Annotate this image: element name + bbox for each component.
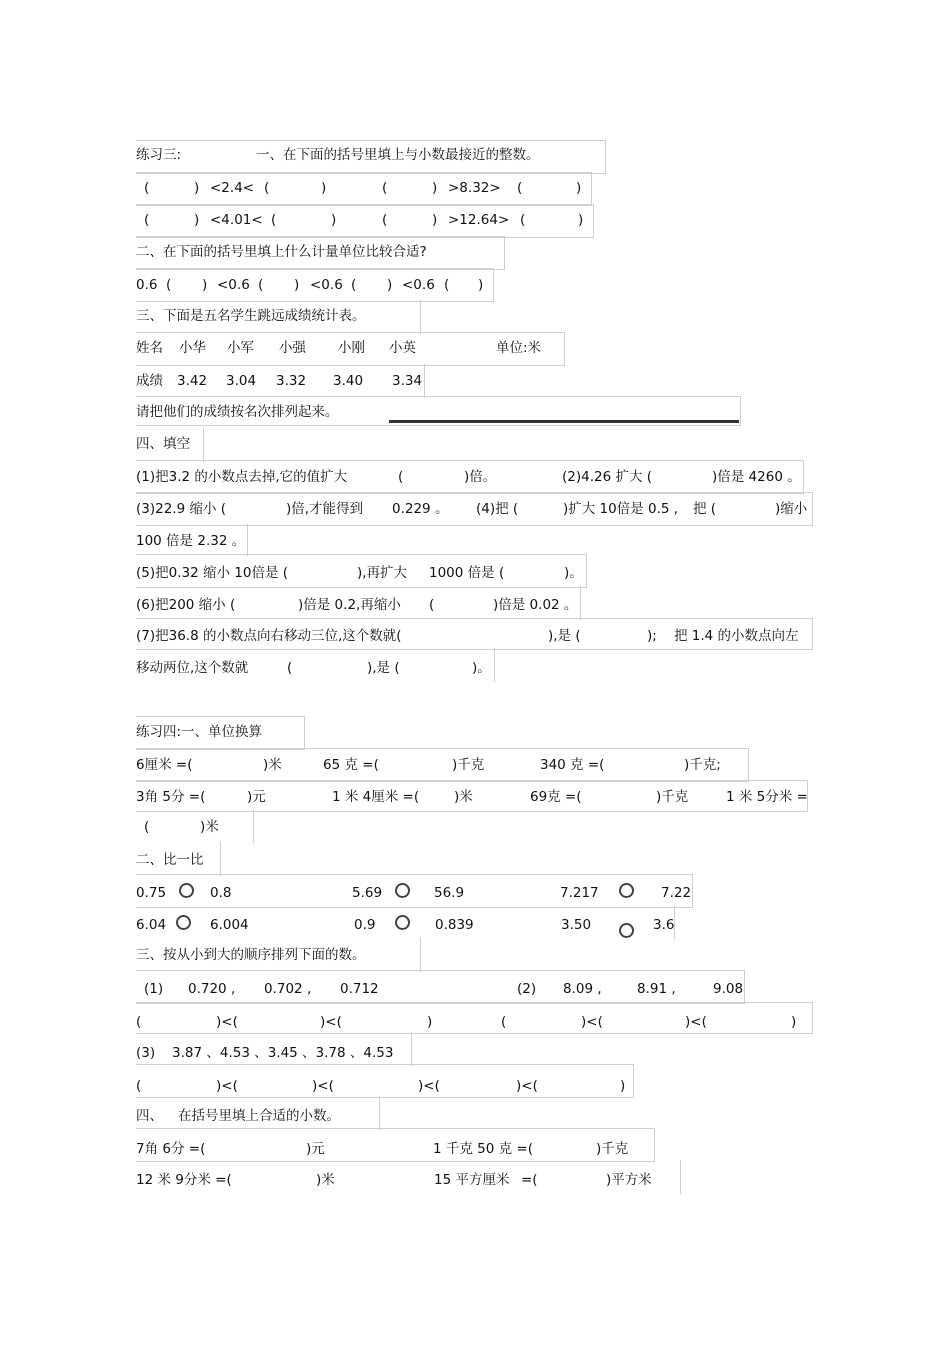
paren: )<( bbox=[312, 1078, 334, 1094]
cmp-title-text: 二、比一比 bbox=[136, 852, 204, 868]
frame bbox=[220, 842, 221, 876]
dec-text: )千克 bbox=[596, 1141, 629, 1157]
dec-title-num: 四、 bbox=[136, 1108, 163, 1124]
dec-row-2 bbox=[136, 1166, 676, 1194]
paren: ( bbox=[382, 212, 388, 228]
dec-row-1 bbox=[136, 1135, 651, 1163]
dec-text: =( bbox=[521, 1172, 538, 1188]
paren: )<( bbox=[685, 1014, 707, 1030]
value: <0.6 bbox=[310, 277, 343, 293]
cmp-title bbox=[136, 846, 216, 874]
ord-title bbox=[136, 941, 416, 969]
paren: ) bbox=[576, 180, 582, 196]
fill-text: 0.229 。 bbox=[392, 501, 449, 517]
ord-row-1 bbox=[136, 975, 742, 1003]
conv-text: )千克; bbox=[684, 757, 721, 773]
paren: ( bbox=[287, 660, 293, 676]
cmp-value: 56.9 bbox=[434, 885, 465, 901]
compare-circle[interactable] bbox=[619, 923, 634, 938]
fill-text: )倍是 4260 。 bbox=[712, 469, 801, 485]
paren: ( bbox=[429, 597, 435, 613]
cmp-row-2 bbox=[136, 911, 676, 939]
fill-text: )倍。 bbox=[464, 469, 497, 485]
ex3-q4-title bbox=[136, 430, 201, 458]
ineq: >8.32> bbox=[448, 180, 501, 196]
dec-text: 1 千克 50 克 =( bbox=[433, 1141, 534, 1157]
conv-text: )千克 bbox=[452, 757, 485, 773]
conv-text: 65 克 =( bbox=[323, 757, 379, 773]
fill-text: (7)把36.8 的小数点向右移动三位,这个数就( bbox=[136, 628, 402, 644]
paren: )<( bbox=[216, 1014, 238, 1030]
fill-text: 把 1.4 的小数点向左 bbox=[674, 628, 799, 644]
cmp-value: 7.217 bbox=[560, 885, 599, 901]
ex4-title: 练习四:一、单位换算 bbox=[136, 724, 263, 740]
table-header-cell: 小刚 bbox=[338, 340, 365, 356]
ex3-q1-title: 一、在下面的括号里填上与小数最接近的整数。 bbox=[256, 147, 540, 163]
frame bbox=[411, 1032, 412, 1066]
table-cell: 3.42 bbox=[177, 373, 208, 389]
value: 0.6 bbox=[136, 277, 158, 293]
paren: ) bbox=[194, 212, 200, 228]
fill-text: (4)把 ( bbox=[476, 501, 519, 517]
fill-text: ),再扩大 bbox=[357, 565, 408, 581]
ex3-q3-title bbox=[136, 302, 416, 330]
fill-text: )倍是 0.02 。 bbox=[493, 597, 578, 613]
cmp-value: 0.839 bbox=[435, 917, 474, 933]
paren: ( bbox=[271, 212, 277, 228]
paren: ) bbox=[432, 212, 438, 228]
paren: ) bbox=[194, 180, 200, 196]
paren: ) bbox=[478, 277, 484, 293]
cmp-value: 5.69 bbox=[352, 885, 383, 901]
ord-title-text: 三、按从小到大的顺序排列下面的数。 bbox=[136, 947, 366, 963]
table-header-cell: 小军 bbox=[227, 340, 254, 356]
fill-item-3-4 bbox=[136, 495, 812, 523]
table-cell: 3.40 bbox=[333, 373, 364, 389]
paren: )<( bbox=[320, 1014, 342, 1030]
frame bbox=[253, 810, 254, 844]
dec-text: )平方米 bbox=[606, 1172, 652, 1188]
table-header-cell: 小英 bbox=[389, 340, 416, 356]
q4-title-text: 四、填空 bbox=[136, 436, 190, 452]
dec-text: 12 米 9分米 =( bbox=[136, 1172, 232, 1188]
cmp-value: 6.004 bbox=[210, 917, 249, 933]
compare-circle[interactable] bbox=[176, 915, 191, 930]
table-cell: 3.34 bbox=[392, 373, 423, 389]
paren: ( bbox=[258, 277, 264, 293]
frame bbox=[420, 938, 421, 972]
fill-text: ); bbox=[647, 628, 657, 644]
ord-text: 8.91 , bbox=[637, 981, 676, 997]
conv-text: 6厘米 =( bbox=[136, 757, 193, 773]
cmp-value: 0.75 bbox=[136, 885, 167, 901]
paren: ( bbox=[136, 1078, 142, 1094]
conv-text: )千克 bbox=[656, 789, 689, 805]
paren: ) bbox=[387, 277, 393, 293]
paren: ( bbox=[351, 277, 357, 293]
paren: ( bbox=[264, 180, 270, 196]
paren: ( bbox=[136, 1014, 142, 1030]
cmp-row-1 bbox=[136, 879, 691, 907]
ex3-header bbox=[136, 141, 606, 169]
paren: ) bbox=[432, 180, 438, 196]
ex3-q1-row2 bbox=[136, 206, 596, 234]
paren: ) bbox=[791, 1014, 797, 1030]
ord-text: (2) bbox=[517, 981, 537, 997]
frame bbox=[420, 300, 421, 334]
dec-title bbox=[136, 1102, 376, 1130]
paren: ) bbox=[578, 212, 584, 228]
dec-text: )元 bbox=[306, 1141, 325, 1157]
ord-row-3 bbox=[136, 1039, 406, 1067]
table-header-cell: 小华 bbox=[179, 340, 206, 356]
ord-text: 0.720 , bbox=[188, 981, 236, 997]
frame bbox=[494, 648, 495, 682]
compare-circle[interactable] bbox=[395, 915, 410, 930]
fill-text: )扩大 10倍是 0.5 , bbox=[563, 501, 679, 517]
fill-text: 100 倍是 2.32 。 bbox=[136, 533, 246, 549]
q3-title-text: 三、下面是五名学生跳远成绩统计表。 bbox=[136, 308, 366, 324]
paren: ) bbox=[202, 277, 208, 293]
fill-text: ),是 ( bbox=[548, 628, 581, 644]
paren: ( bbox=[144, 180, 150, 196]
fill-text: )倍,才能得到 bbox=[286, 501, 364, 517]
ex3-q1-row1 bbox=[136, 174, 596, 202]
paren: ( bbox=[144, 819, 150, 835]
dec-text: 7角 6分 =( bbox=[136, 1141, 206, 1157]
fill-text: (3)22.9 缩小 ( bbox=[136, 501, 227, 517]
paren: ( bbox=[166, 277, 172, 293]
ord-text: (3) bbox=[136, 1045, 156, 1061]
fill-item-7-cont bbox=[136, 654, 492, 682]
paren: ) bbox=[427, 1014, 433, 1030]
frame bbox=[680, 1160, 681, 1194]
cmp-value: 3.6 bbox=[653, 917, 675, 933]
fill-text: )。 bbox=[472, 660, 491, 676]
q2-title-text: 二、在下面的括号里填上什么计量单位比较合适? bbox=[136, 244, 427, 260]
conv-text: 69克 =( bbox=[530, 789, 582, 805]
table-header-cell: 姓名 bbox=[136, 340, 163, 356]
conv-text: 1 米 4厘米 =( bbox=[332, 789, 420, 805]
fill-item-5 bbox=[136, 559, 584, 587]
fill-text: (1)把3.2 的小数点去掉,它的值扩大 bbox=[136, 469, 348, 485]
paren: ) bbox=[331, 212, 337, 228]
conv-text: )元 bbox=[247, 789, 266, 805]
dec-text: )米 bbox=[316, 1172, 335, 1188]
frame bbox=[247, 524, 248, 556]
q3-prompt-text: 请把他们的成绩按名次排列起来。 bbox=[136, 404, 339, 420]
table-cell: 3.32 bbox=[276, 373, 307, 389]
conv-text: )米 bbox=[263, 757, 282, 773]
ex3-title: 练习三: bbox=[136, 147, 182, 163]
cmp-value: 0.8 bbox=[210, 885, 232, 901]
paren: ( bbox=[520, 212, 526, 228]
ineq: <4.01< bbox=[210, 212, 263, 228]
conv-text: 1 米 5分米 = bbox=[726, 789, 808, 805]
conv-text: )米 bbox=[200, 819, 219, 835]
answer-line[interactable] bbox=[389, 420, 739, 423]
ord-text: 0.702 , bbox=[264, 981, 312, 997]
ord-text: 3.87 、4.53 、3.45 、3.78 、4.53 bbox=[172, 1045, 394, 1061]
fill-text: 移动两位,这个数就 bbox=[136, 660, 249, 676]
paren: ) bbox=[620, 1078, 626, 1094]
ord-text: 8.09 , bbox=[563, 981, 602, 997]
score-table-row bbox=[136, 367, 426, 395]
fill-item-7 bbox=[136, 622, 812, 650]
paren: ) bbox=[321, 180, 327, 196]
ineq: >12.64> bbox=[448, 212, 510, 228]
cmp-value: 3.50 bbox=[561, 917, 592, 933]
ord-row-3-answers bbox=[136, 1072, 631, 1100]
table-unit: 单位:米 bbox=[496, 340, 542, 356]
paren: ( bbox=[382, 180, 388, 196]
ex3-q3-prompt bbox=[136, 398, 376, 426]
score-table-header bbox=[136, 334, 561, 362]
conv-row-1 bbox=[136, 751, 741, 779]
fill-item-4-cont bbox=[136, 527, 246, 555]
paren: ( bbox=[144, 212, 150, 228]
paren: ) bbox=[294, 277, 300, 293]
table-header-cell: 小强 bbox=[279, 340, 306, 356]
fill-text: )倍是 0.2,再缩小 bbox=[298, 597, 401, 613]
ord-row-1-answers bbox=[136, 1008, 806, 1036]
compare-circle[interactable] bbox=[619, 883, 634, 898]
paren: )<( bbox=[418, 1078, 440, 1094]
table-cell: 成绩 bbox=[136, 373, 163, 389]
conv-row-2-cont bbox=[136, 813, 246, 841]
value: <0.6 bbox=[402, 277, 435, 293]
fill-text: 1000 倍是 ( bbox=[429, 565, 505, 581]
conv-row-2 bbox=[136, 783, 808, 811]
compare-circle[interactable] bbox=[179, 883, 194, 898]
fill-item-6 bbox=[136, 591, 578, 619]
conv-text: 340 克 =( bbox=[540, 757, 605, 773]
fill-text: (6)把200 缩小 ( bbox=[136, 597, 236, 613]
ex3-q2-title bbox=[136, 238, 496, 266]
cmp-value: 6.04 bbox=[136, 917, 167, 933]
paren: ( bbox=[398, 469, 404, 485]
frame bbox=[203, 428, 204, 462]
ineq: <2.4< bbox=[210, 180, 255, 196]
dec-text: 15 平方厘米 bbox=[434, 1172, 510, 1188]
fill-text: )。 bbox=[564, 565, 583, 581]
dec-title-text: 在括号里填上合适的小数。 bbox=[178, 1108, 340, 1124]
paren: )<( bbox=[516, 1078, 538, 1094]
value: <0.6 bbox=[217, 277, 250, 293]
cmp-value: 0.9 bbox=[354, 917, 376, 933]
fill-item-1-2 bbox=[136, 463, 801, 491]
fill-text: (2)4.26 扩大 ( bbox=[562, 469, 653, 485]
ex4-header bbox=[136, 718, 301, 746]
ord-text: 0.712 bbox=[340, 981, 379, 997]
fill-text: (5)把0.32 缩小 10倍是 ( bbox=[136, 565, 289, 581]
fill-text: )缩小 bbox=[775, 501, 808, 517]
frame bbox=[580, 586, 581, 620]
fill-text: 把 ( bbox=[693, 501, 717, 517]
cmp-value: 7.22 bbox=[661, 885, 692, 901]
paren: ( bbox=[517, 180, 523, 196]
conv-text: )米 bbox=[454, 789, 473, 805]
ord-text: (1) bbox=[144, 981, 164, 997]
ex3-q2-row bbox=[136, 271, 491, 299]
ord-text: 9.08 bbox=[713, 981, 744, 997]
paren: )<( bbox=[216, 1078, 238, 1094]
table-cell: 3.04 bbox=[226, 373, 257, 389]
conv-text: 3角 5分 =( bbox=[136, 789, 206, 805]
compare-circle[interactable] bbox=[395, 883, 410, 898]
frame bbox=[379, 1096, 380, 1130]
paren: ( bbox=[501, 1014, 507, 1030]
paren: ( bbox=[444, 277, 450, 293]
paren: )<( bbox=[581, 1014, 603, 1030]
fill-text: ),是 ( bbox=[367, 660, 400, 676]
